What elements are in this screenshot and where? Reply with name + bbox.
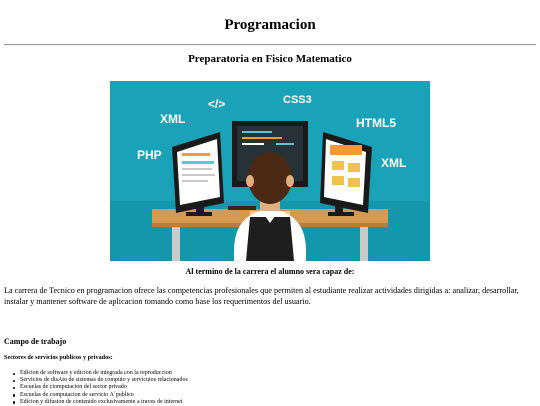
html5-tag: HTML5 [356,116,396,130]
work-field-heading: Campo de trabajo [4,337,67,346]
list-item: Edicion y difusion de contenido exclusivamente a traves de internet [20,399,188,406]
hero-image [110,81,430,261]
title-divider [4,44,536,46]
page-subtitle: Preparatoria en Fisico Matematico [188,53,352,65]
list-item: Escuelas de computacion de servicio A´publico [20,392,188,399]
outcomes-caption: Al termino de la carrera el alumno sera capaz de: [185,267,355,276]
page-title: Programacion [224,17,316,33]
sectors-list [20,370,188,406]
css3-tag: CSS3 [283,94,312,106]
list-item: Edicion de software y edicion de integrada con la reproduccion [20,370,188,377]
list-item: Servicios de disAto de sistemas de computo y servicuios relacionados [20,377,188,384]
sectors-heading: Sectores de servicios publicos y privados: [4,354,113,361]
xml-right-tag: XML [381,156,407,170]
php-tag: PHP [137,148,162,162]
xml-left-tag: XML [160,112,186,126]
career-description: La carrera de Tecnico en programacion ofrece las competencias profesionales que permiten al estudiante realizar actividades dirigidas a: analizar, desarrollar, instalar y mantener software de aplicacion tomando como base los requerimentos del usuario. [4,286,519,306]
list-item: Escuelas de ciomputacion del sector privado [20,384,188,391]
code-tag: </> [208,97,226,111]
left-monitor [172,132,224,216]
